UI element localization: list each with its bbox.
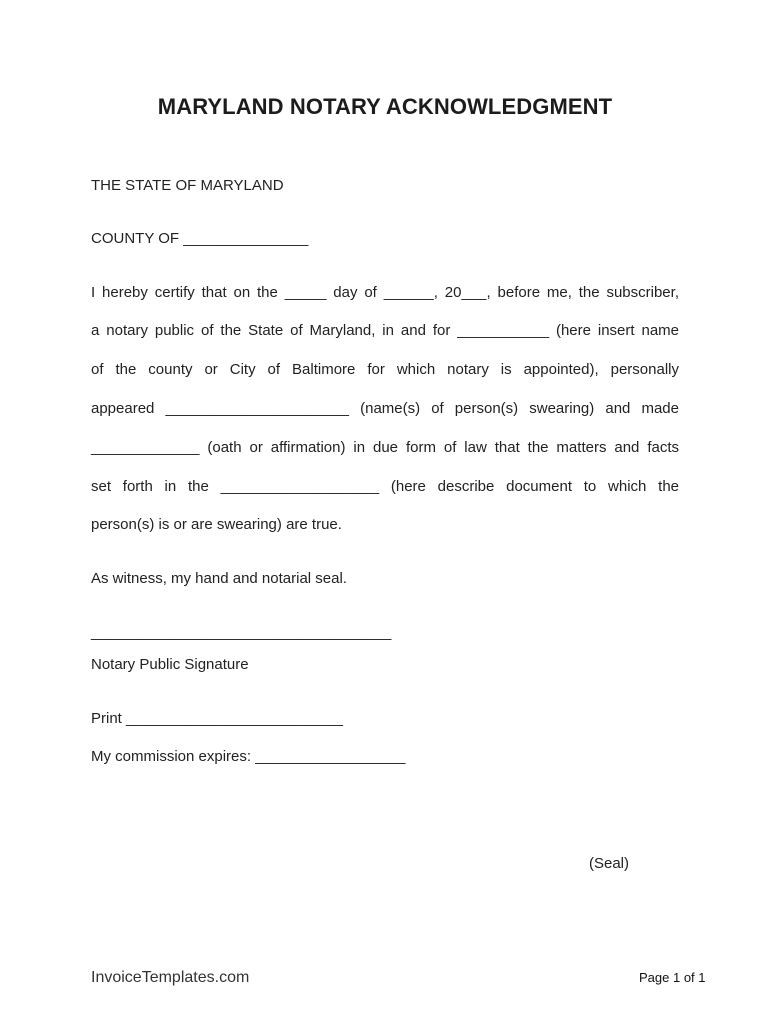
county-line: COUNTY OF _______________ [91, 230, 309, 247]
commission-expires-line: My commission expires: __________________ [91, 748, 406, 765]
footer-source: InvoiceTemplates.com [91, 969, 250, 986]
body-line-1: I hereby certify that on the _____ day of ______, 20___, before me, the subscriber, [91, 284, 679, 301]
body-line-5: _____________ (oath or affirmation) in due form of law that the matters and facts [91, 439, 679, 456]
document-title: MARYLAND NOTARY ACKNOWLEDGMENT [157, 94, 613, 119]
signature-label: Notary Public Signature [91, 656, 249, 673]
signature-blank: ____________________________________ [91, 624, 392, 641]
page-number: Page 1 of 1 [639, 970, 706, 985]
state-line: THE STATE OF MARYLAND [91, 177, 284, 194]
body-line-2: a notary public of the State of Maryland, in and for ___________ (here insert name [91, 322, 679, 339]
seal-label: (Seal) [589, 855, 630, 872]
witness-line: As witness, my hand and notarial seal. [91, 570, 347, 587]
body-line-4: appeared ______________________ (name(s) of person(s) swearing) and made [91, 400, 679, 417]
body-line-7: person(s) is or are swearing) are true. [91, 516, 342, 533]
print-name-line: Print __________________________ [91, 710, 343, 727]
body-line-6: set forth in the ___________________ (here describe document to which the [91, 478, 679, 495]
body-line-3: of the county or City of Baltimore for which notary is appointed), personally [91, 361, 679, 378]
